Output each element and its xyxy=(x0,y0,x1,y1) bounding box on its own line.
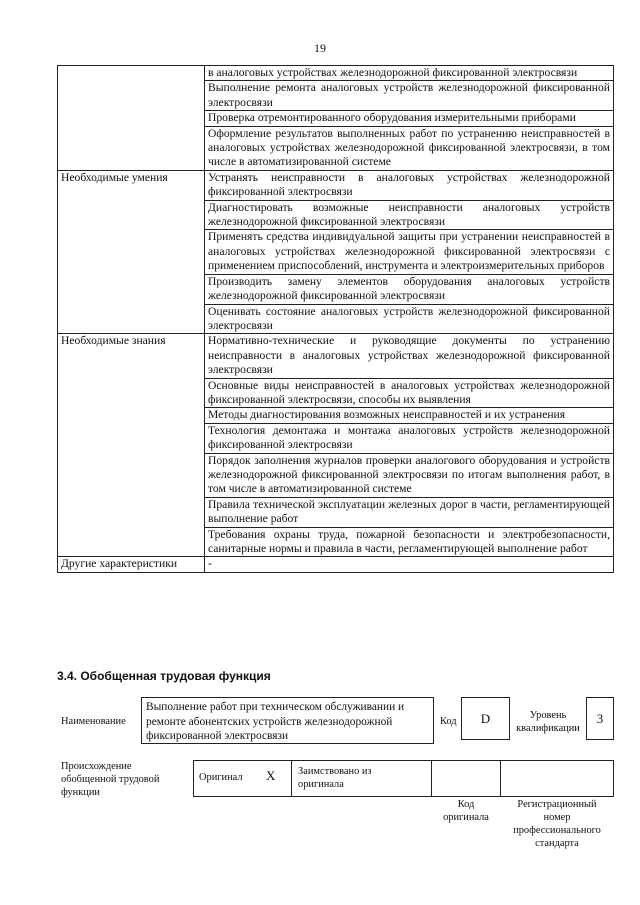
code-label: Код xyxy=(440,716,457,727)
requirements-table xyxy=(57,65,614,573)
knowledge-row: Технология демонтажа и монтажа аналоговых устройств железнодорожной фиксированной электросвязи xyxy=(205,423,614,453)
knowledge-row: Требования охраны труда, пожарной безопасности и электробезопасности, санитарные нормы и правила в части, регламентирующей выполнение работ xyxy=(205,527,614,557)
section-title: 3.4. Обобщенная трудовая функция xyxy=(57,669,271,683)
skill-row: Устранять неисправности в аналоговых устройствах железнодорожной фиксированной электросвязи xyxy=(205,170,614,200)
knowledge-row: Правила технической эксплуатации железных дорог в части, регламентирующей выполнение работ xyxy=(205,497,614,527)
original-mark: X xyxy=(266,768,276,783)
qualification-level-box: 3 xyxy=(586,697,614,740)
knowledge-row: Нормативно-технические и руководящие документы по устранению неисправности в аналоговых устройствах железнодорожной фиксированной электросвязи xyxy=(205,334,614,378)
skills-label: Необходимые умения xyxy=(58,170,205,333)
qualification-level-label: Уровень квалификации xyxy=(516,710,580,734)
continued-label-cell xyxy=(58,66,205,171)
code-value-box: D xyxy=(461,697,510,740)
name-label: Наименование xyxy=(61,716,126,727)
code-original-cell xyxy=(431,760,501,797)
page-number: 19 xyxy=(314,41,326,55)
original-label: Оригинал xyxy=(199,772,243,783)
table-row: Проверка отремонтированного оборудования измерительными приборами xyxy=(205,111,614,126)
table-row: Оформление результатов выполненных работ по устранению неисправностей в аналоговых устройствах железнодорожной фиксированной электросвязи, в том числе в автоматизированной системе xyxy=(205,126,614,170)
table-row: в аналоговых устройствах железнодорожной фиксированной электросвязи xyxy=(205,66,614,81)
knowledge-label: Необходимые знания xyxy=(58,334,205,557)
knowledge-row: Порядок заполнения журналов проверки аналогового оборудования и устройств железнодорожной фиксированной электросвязи по итогам выполнения работ, в том числе в автоматизированной системе xyxy=(205,453,614,497)
code-original-caption: Код оригинала xyxy=(443,799,489,823)
skill-row: Диагностировать возможные неисправности аналоговых устройств железнодорожной фиксированной электросвязи xyxy=(205,200,614,230)
skill-row: Применять средства индивидуальной защиты при устранении неисправностей в аналоговых устройствах железнодорожной фиксированной электросвязи с применением приспособлений, инструмента и электроизмерительных приборов xyxy=(205,230,614,274)
knowledge-row: Основные виды неисправностей в аналоговых устройствах железнодорожной фиксированной электросвязи, способы их выявления xyxy=(205,378,614,408)
reg-number-caption: Регистрационный номер профессионального стандарта xyxy=(513,799,601,849)
skill-row: Оценивать состояние аналоговых устройств железнодорожной фиксированной электросвязи xyxy=(205,304,614,334)
borrowed-label: Заимствовано из оригинала xyxy=(298,766,372,790)
reg-number-cell xyxy=(500,760,614,797)
knowledge-row: Методы диагностирования возможных неисправностей и их устранения xyxy=(205,408,614,423)
function-name-box: Выполнение работ при техническом обслуживании и ремонте абонентских устройств железнодорожной фиксированной электросвязи xyxy=(141,697,434,744)
table-row: Выполнение ремонта аналоговых устройств железнодорожной фиксированной электросвязи xyxy=(205,81,614,111)
origin-label: Происхождение обобщенной трудовой функции xyxy=(61,761,160,798)
skill-row: Производить замену элементов оборудования аналоговых устройств железнодорожной фиксированной электросвязи xyxy=(205,274,614,304)
other-characteristics-value: - xyxy=(205,557,614,572)
other-characteristics-label: Другие характеристики xyxy=(58,557,205,572)
